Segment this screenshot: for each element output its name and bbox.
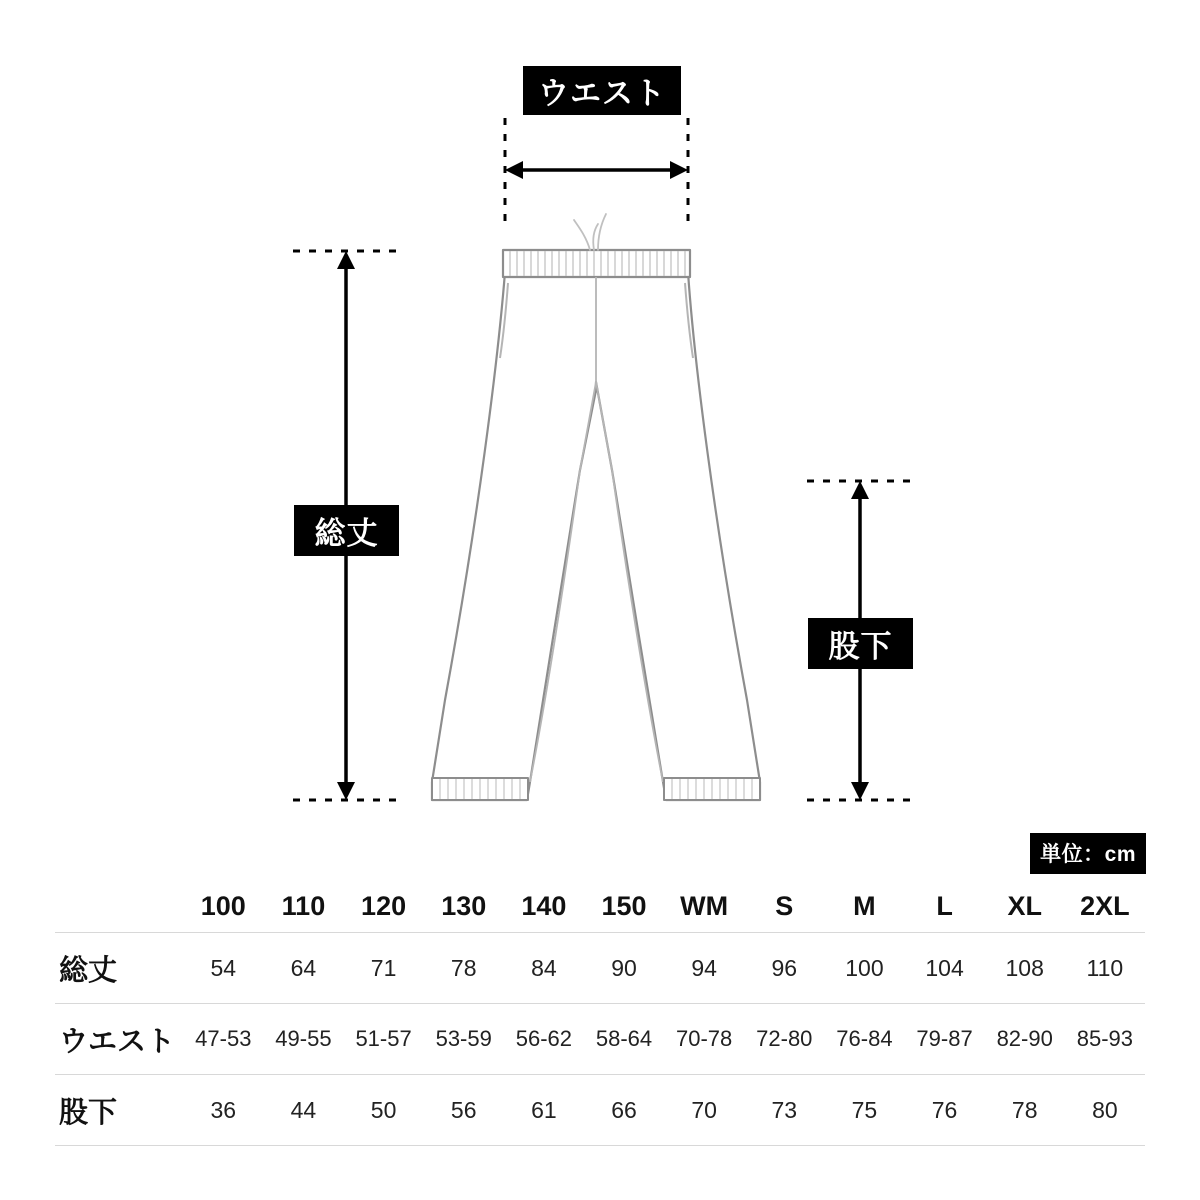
cell-inseam-4: 61: [504, 1075, 584, 1146]
table-header-row: [55, 880, 1145, 933]
cell-inseam-10: 78: [985, 1075, 1065, 1146]
cell-total-0: 54: [183, 933, 263, 1004]
cell-total-1: 64: [263, 933, 343, 1004]
cell-inseam-9: 76: [905, 1075, 985, 1146]
cell-total-8: 100: [824, 933, 904, 1004]
label-waist: ウエスト: [523, 66, 681, 115]
cell-inseam-2: 50: [344, 1075, 424, 1146]
cell-waist-0: 47-53: [183, 1004, 263, 1075]
row-label-total-length: 総丈: [55, 933, 183, 1004]
row-label-waist: ウエスト: [55, 1004, 183, 1075]
cell-waist-11: 85-93: [1065, 1004, 1145, 1075]
size-header-11: 2XL: [1065, 880, 1145, 933]
cell-total-6: 94: [664, 933, 744, 1004]
size-table: [55, 880, 1145, 1146]
cell-waist-5: 58-64: [584, 1004, 664, 1075]
table-row: [55, 933, 1145, 1004]
cell-inseam-5: 66: [584, 1075, 664, 1146]
size-header-4: 140: [504, 880, 584, 933]
cell-waist-3: 53-59: [424, 1004, 504, 1075]
cell-waist-10: 82-90: [985, 1004, 1065, 1075]
cell-total-9: 104: [905, 933, 985, 1004]
cell-waist-9: 79-87: [905, 1004, 985, 1075]
cell-inseam-11: 80: [1065, 1075, 1145, 1146]
cell-total-5: 90: [584, 933, 664, 1004]
cell-waist-2: 51-57: [344, 1004, 424, 1075]
cell-inseam-3: 56: [424, 1075, 504, 1146]
cell-inseam-1: 44: [263, 1075, 343, 1146]
cell-inseam-8: 75: [824, 1075, 904, 1146]
cell-total-4: 84: [504, 933, 584, 1004]
cell-waist-6: 70-78: [664, 1004, 744, 1075]
cell-waist-4: 56-62: [504, 1004, 584, 1075]
size-header-3: 130: [424, 880, 504, 933]
cell-total-3: 78: [424, 933, 504, 1004]
cell-waist-8: 76-84: [824, 1004, 904, 1075]
table-row: [55, 1075, 1145, 1146]
cell-total-2: 71: [344, 933, 424, 1004]
cell-total-7: 96: [744, 933, 824, 1004]
size-header-9: L: [905, 880, 985, 933]
table-corner-cell: [55, 880, 183, 933]
row-label-inseam: 股下: [55, 1075, 183, 1146]
size-header-10: XL: [985, 880, 1065, 933]
cell-total-10: 108: [985, 933, 1065, 1004]
size-header-1: 110: [263, 880, 343, 933]
label-inseam: 股下: [808, 618, 913, 669]
label-total-length: 総丈: [294, 505, 399, 556]
table-row: [55, 1004, 1145, 1075]
cell-waist-1: 49-55: [263, 1004, 343, 1075]
cell-inseam-0: 36: [183, 1075, 263, 1146]
cell-inseam-7: 73: [744, 1075, 824, 1146]
size-header-0: 100: [183, 880, 263, 933]
cell-total-11: 110: [1065, 933, 1145, 1004]
unit-badge: 単位：cm: [1030, 833, 1146, 874]
size-header-2: 120: [344, 880, 424, 933]
size-header-5: 150: [584, 880, 664, 933]
size-header-6: WM: [664, 880, 744, 933]
cell-waist-7: 72-80: [744, 1004, 824, 1075]
size-header-7: S: [744, 880, 824, 933]
cell-inseam-6: 70: [664, 1075, 744, 1146]
size-header-8: M: [824, 880, 904, 933]
